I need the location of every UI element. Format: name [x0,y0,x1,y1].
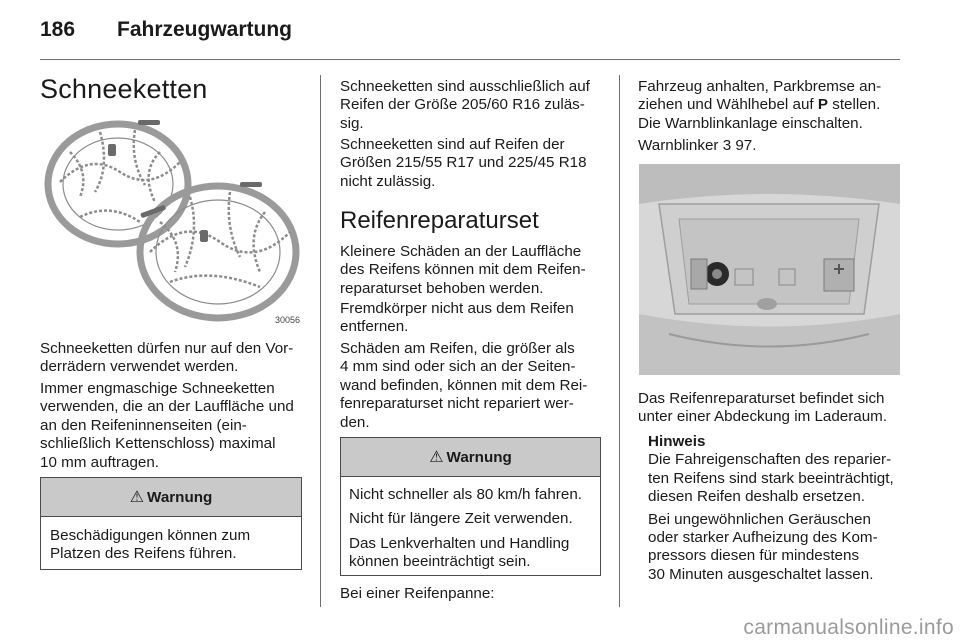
section-title-tire-repair-kit: Reifenreparaturset [340,207,539,234]
para-kit-location: Das Reifenreparaturset befindet sich unter einer Abdeckung im Laderaum. [638,390,888,426]
warning-box-left [40,477,302,570]
hint-label: Hinweis [648,433,706,450]
warning-header [41,478,301,517]
warning-title: Warnung [147,488,213,506]
para-small-damages: Kleinere Schäden an der Lauffläche des Reifens können mit dem Reifen- reparaturset behoben werden. [340,243,586,297]
cargo-area-drawing [639,164,900,375]
warning-triangle-icon: ⚠ [429,449,444,466]
image-reference-number: 30056 [274,315,300,325]
column-divider-1 [320,75,321,607]
para-hazard-reference: Warnblinker 3 97. [638,137,757,154]
para-allowed-sizes: Schneeketten sind ausschließlich auf Reifen der Größe 205/60 R16 zuläs- sig. [340,78,590,132]
warning-body: Beschädigungen können zum Platzen des Reifens führen. [50,527,251,563]
warning-title: Warnung [446,448,512,466]
page-number: 186 [40,18,76,41]
warning-header [341,438,600,477]
para-not-allowed-sizes: Schneeketten sind auf Reifen der Größen 215/55 R17 und 225/45 R18 nicht zulässig. [340,136,587,190]
hint-block [648,433,903,584]
para-fine-mesh-chains: Immer engmaschige Schneeketten verwenden, die an der Lauffläche und an den Reifeninnenseiten (ein- schließlich Kettenschloss) maximal 10 mm auftragen. [40,380,294,471]
warning-body: Nicht schneller als 80 km/h fahren. Nicht für längere Zeit verwenden. Das Lenkverhalten und Handling können beeinträchtigt sein. [349,486,582,571]
snow-chains-illustration [40,112,302,327]
para-stop-vehicle: Fahrzeug anhalten, Parkbremse an- ziehen und Wählhebel auf P stellen. Die Warnblinkanlage einschalten. [638,78,882,132]
header-rule [40,59,900,60]
hint-compressor-noise: Bei ungewöhnlichen Geräuschen oder starker Aufheizung des Kom- pressors diesen für mindestens 30 Minuten ausgeschaltet lassen. [648,510,878,583]
page-reference-arrow-icon: 3 [722,137,732,154]
para-front-wheels: Schneeketten dürfen nur auf den Vor- derrädern verwendet werden. [40,340,294,376]
column-divider-2 [619,75,620,607]
warning-box-middle [340,437,601,576]
hint-driving-properties: Die Fahreigenschaften des reparier- ten Reifens sind stark beeinträchtigt, diesen Reifen deshalb ersetzen. [648,451,894,506]
cargo-area-illustration [639,164,900,375]
snow-chains-drawing [40,112,302,327]
chapter-title: Fahrzeugwartung [117,18,293,41]
section-title-snow-chains: Schneeketten [40,74,208,104]
para-larger-damages: Schäden am Reifen, die größer als 4 mm sind oder sich an der Seiten- wand befinden, können mit dem Rei- fenreparaturset nicht repariert wer- den. [340,340,588,431]
warning-triangle-icon: ⚠ [129,489,145,506]
para-tire-puncture: Bei einer Reifenpanne: [340,585,495,602]
para-foreign-objects: Fremdkörper nicht aus dem Reifen entfernen. [340,300,574,336]
watermark: carmanualsonline.info [743,616,954,639]
